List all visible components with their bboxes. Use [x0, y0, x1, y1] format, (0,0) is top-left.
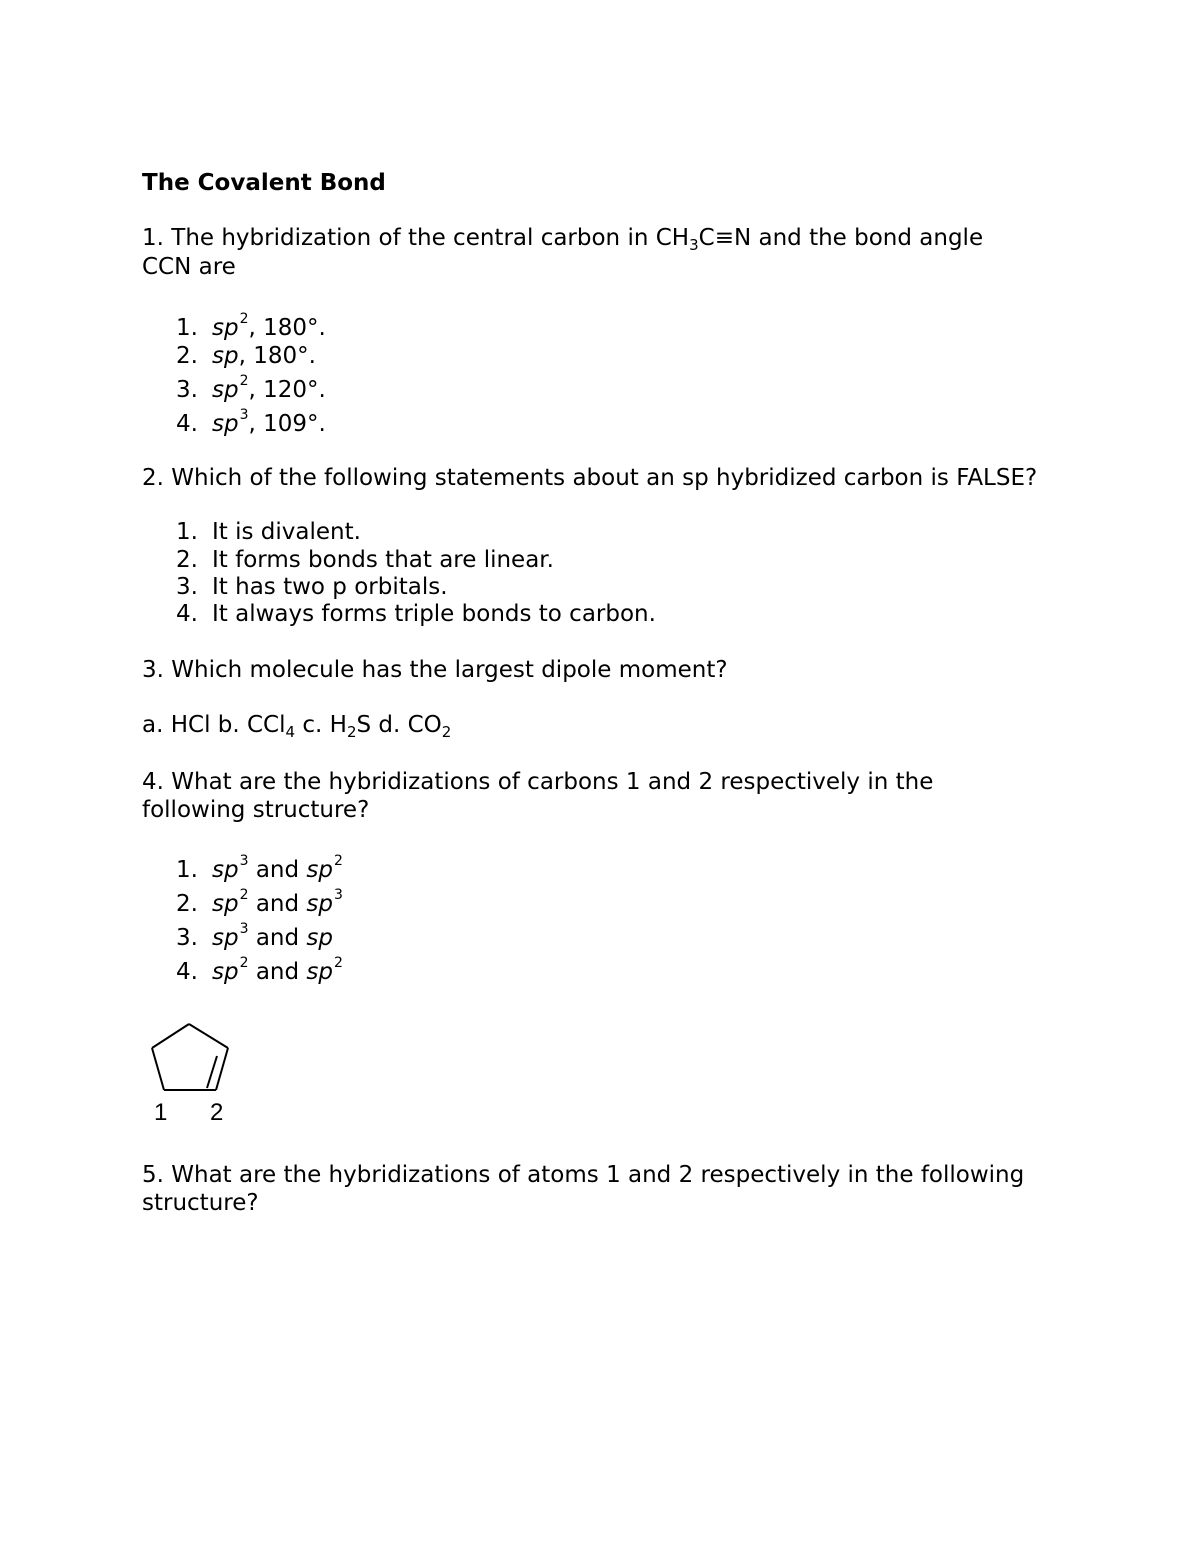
question-1-option: 1. $sp^2$, 180°.: [176, 311, 326, 341]
question-5-line-2: structure?: [142, 1190, 259, 1216]
question-5-line-1: 5. What are the hybridizations of atoms 1 and 2 respectively in the following: [142, 1162, 1025, 1188]
question-2-option: 4. It always forms triple bonds to carbon.: [176, 601, 656, 627]
ring-bond: [216, 1048, 228, 1090]
question-4-line-2: following structure?: [142, 797, 370, 823]
carbon-label-2: 2: [210, 1099, 224, 1126]
question-1-text-b: C≡N and the bond angle: [698, 225, 984, 251]
question-2-option: 1. It is divalent.: [176, 519, 361, 545]
question-4-option: 3. $sp^3$ and sp: [176, 921, 334, 951]
page-title: The Covalent Bond: [142, 170, 386, 196]
ring-bond: [152, 1024, 189, 1048]
question-1-option: 3. $sp^2$, 120°.: [176, 373, 326, 403]
question-2-text: 2. Which of the following statements about an sp hybridized carbon is FALSE?: [142, 465, 1038, 491]
question-1-subscript: 3: [689, 236, 699, 254]
question-1-line-1: [142, 224, 983, 254]
double-bond-line: [207, 1056, 217, 1088]
question-3-answers: a. HCl b. CCl$_4$ c. $H_2S$ d. $CO_2$: [142, 712, 452, 741]
question-4-option: 1. $sp^3$ and $sp^2$: [176, 853, 343, 883]
ring-bond: [189, 1024, 228, 1048]
question-1-option: 2. sp, 180°.: [176, 343, 316, 369]
question-3-text: 3. Which molecule has the largest dipole moment?: [142, 657, 728, 683]
question-1-number: 1.: [142, 225, 164, 251]
question-4-option: 2. $sp^2$ and $sp^3$: [176, 887, 343, 917]
ring-bond: [152, 1048, 164, 1090]
question-1-text-a: The hybridization of the central carbon in CH: [171, 225, 690, 251]
carbon-label-1: 1: [154, 1099, 168, 1126]
question-4-option: 4. $sp^2$ and $sp^2$: [176, 955, 343, 985]
question-2-option: 3. It has two p orbitals.: [176, 574, 448, 600]
question-1-option: 4. $sp^3$, 109°.: [176, 407, 326, 437]
question-4-line-1: 4. What are the hybridizations of carbons 1 and 2 respectively in the: [142, 769, 934, 795]
cyclopentene-structure: [144, 1018, 244, 1128]
question-1-line-2: CCN are: [142, 254, 236, 280]
question-2-option: 2. It forms bonds that are linear.: [176, 547, 554, 573]
